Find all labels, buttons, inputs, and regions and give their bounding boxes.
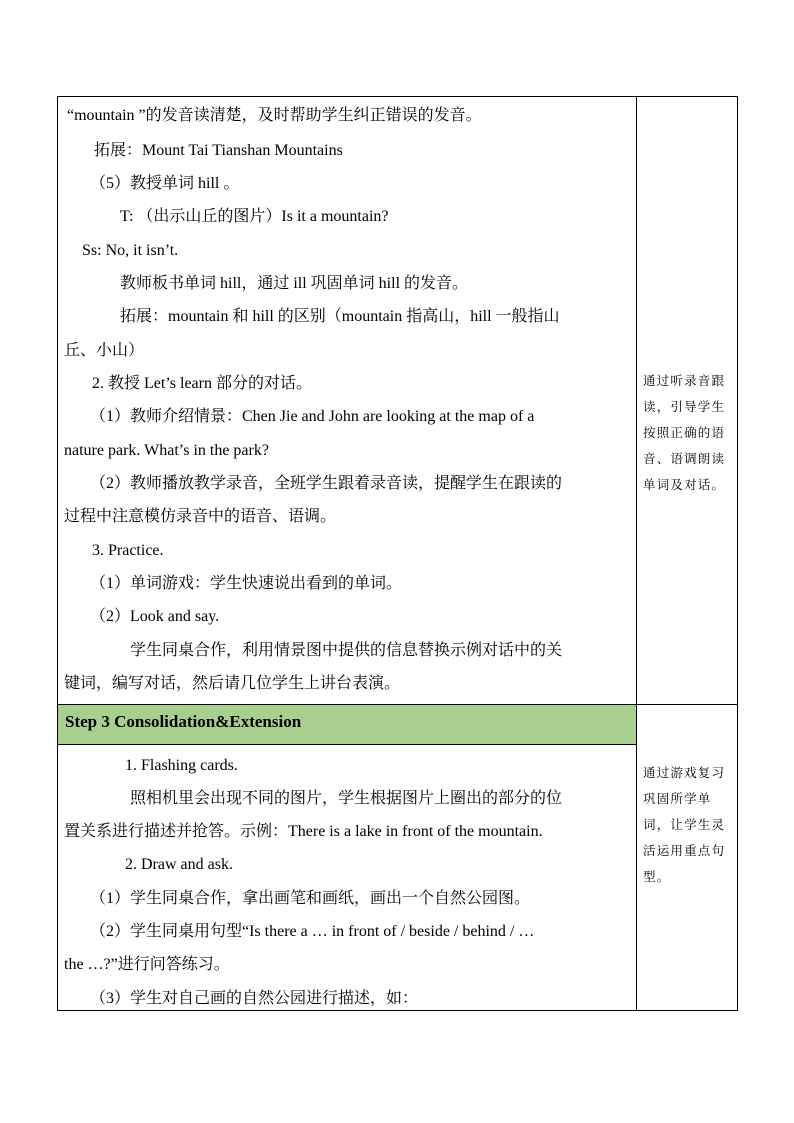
text-line: 教师板书单词 hill，通过 ill 巩固单词 hill 的发音。 — [120, 275, 469, 292]
text-line: （2）Look and say. — [90, 608, 220, 625]
text-line: 过程中注意模仿录音中的语音、语调。 — [64, 508, 337, 525]
text-line: 1. Flashing cards. — [125, 757, 238, 774]
text-line: （1）单词游戏：学生快速说出看到的单词。 — [90, 575, 403, 592]
text-line: 2. 教授 Let’s learn 部分的对话。 — [92, 375, 312, 392]
teaching-note: 通过游戏复习巩固所学单词，让学生灵活运用重点句型。 — [643, 765, 726, 884]
column-divider — [636, 96, 637, 1011]
text-line: 2. Draw and ask. — [125, 856, 233, 873]
text-line: 3. Practice. — [92, 542, 164, 559]
text-line: Ss: No, it isn’t. — [82, 242, 179, 259]
text-line: the …?”进行问答练习。 — [64, 956, 230, 973]
header-divider — [57, 744, 637, 745]
text-line: 拓展：mountain 和 hill 的区别（mountain 指高山，hill 一般指山 — [120, 308, 560, 325]
text-line: （2）教师播放教学录音，全班学生跟着录音读，提醒学生在跟读的 — [90, 475, 563, 492]
teaching-note: 通过听录音跟读，引导学生按照正确的语音、语调朗读单词及对话。 — [643, 373, 726, 492]
text-line: 照相机里会出现不同的图片，学生根据图片上圈出的部分的位 — [130, 790, 563, 807]
text-line: T: （出示山丘的图片）Is it a mountain? — [120, 208, 389, 225]
step-header-title: Step 3 Consolidation&Extension — [65, 712, 302, 731]
text-line: （2）学生同桌用句型“Is there a … in front of / beside / behind / … — [90, 923, 535, 940]
text-line: 置关系进行描述并抢答。示例：There is a lake in front of the mountain. — [64, 823, 543, 840]
text-line: （3）学生对自己画的自然公园进行描述，如： — [90, 990, 419, 1007]
text-line: nature park. What’s in the park? — [64, 442, 269, 459]
text-line: （1）教师介绍情景：Chen Jie and John are looking at the map of a — [90, 408, 535, 425]
text-line: 键词，编写对话，然后请几位学生上讲台表演。 — [64, 675, 401, 692]
text-line: 拓展：Mount Tai Tianshan Mountains — [94, 142, 343, 159]
text-line: 丘、小山） — [64, 342, 145, 359]
text-line: “mountain ”的发音读清楚，及时帮助学生纠正错误的发音。 — [67, 107, 482, 124]
text-line: 学生同桌合作，利用情景图中提供的信息替换示例对话中的关 — [130, 642, 563, 659]
text-line: （5）教授单词 hill 。 — [90, 175, 240, 192]
text-line: （1）学生同桌合作，拿出画笔和画纸，画出一个自然公园图。 — [90, 890, 531, 907]
